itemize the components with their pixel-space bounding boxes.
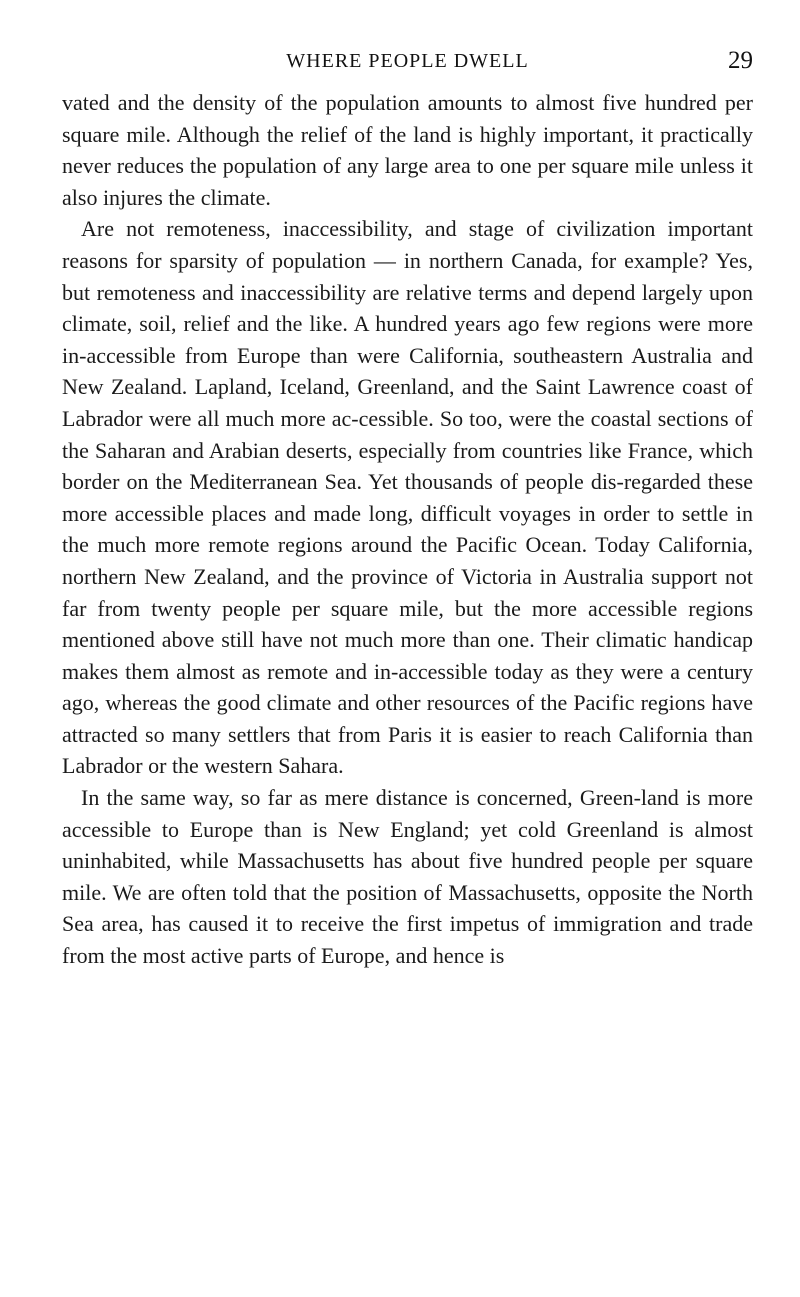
page-number: 29 bbox=[728, 47, 753, 74]
paragraph-continuation: vated and the density of the population amounts to almost five hundred per square mile. Although the relief of the land is highly important, it practically never reduces the population of any large area to one per square mile unless it also injures the climate. bbox=[62, 90, 753, 210]
running-head: WHERE PEOPLE DWELL bbox=[286, 50, 529, 72]
paragraph-remoteness: Are not remoteness, inaccessibility, and stage of civilization important reasons for sparsity of population — in northern Canada, for example? Yes, but remoteness and inaccessibility are relative terms and depend largely upon climate, soil, relief and the like. A hundred years ago few regions were more in-accessible from Europe than were California, southeastern Australia and New Zealand. Lapland, Iceland, Greenland, and the Saint Lawrence coast of Labrador were all much more ac-cessible. So too, were the coastal sections of the Saharan and Arabian deserts, especially from countries like France, which border on the Mediterranean Sea. Yet thousands of people dis-regarded these more accessible places and made long, difficult voyages in order to settle in the much more remote regions around the Pacific Ocean. Today California, northern New Zealand, and the province of Victoria in Australia support not far from twenty people per square mile, but the more accessible regions mentioned above still have not much more than one. Their climatic handicap makes them almost as remote and in-accessible today as they were a century ago, whereas the good climate and other resources of the Pacific regions have attracted so many settlers that from Paris it is easier to reach California than Labrador or the western Sahara. bbox=[62, 216, 753, 779]
paragraph-greenland: In the same way, so far as mere distance is concerned, Green-land is more accessible to Europe than is New England; yet cold Greenland is almost uninhabited, while Massachusetts has about five hundred people per square mile. We are often told that the position of Massachusetts, opposite the North Sea area, has caused it to receive the first impetus of immigration and trade from the most active parts of Europe, and hence is bbox=[62, 785, 753, 969]
page-header bbox=[62, 47, 753, 90]
body-text bbox=[62, 87, 753, 972]
